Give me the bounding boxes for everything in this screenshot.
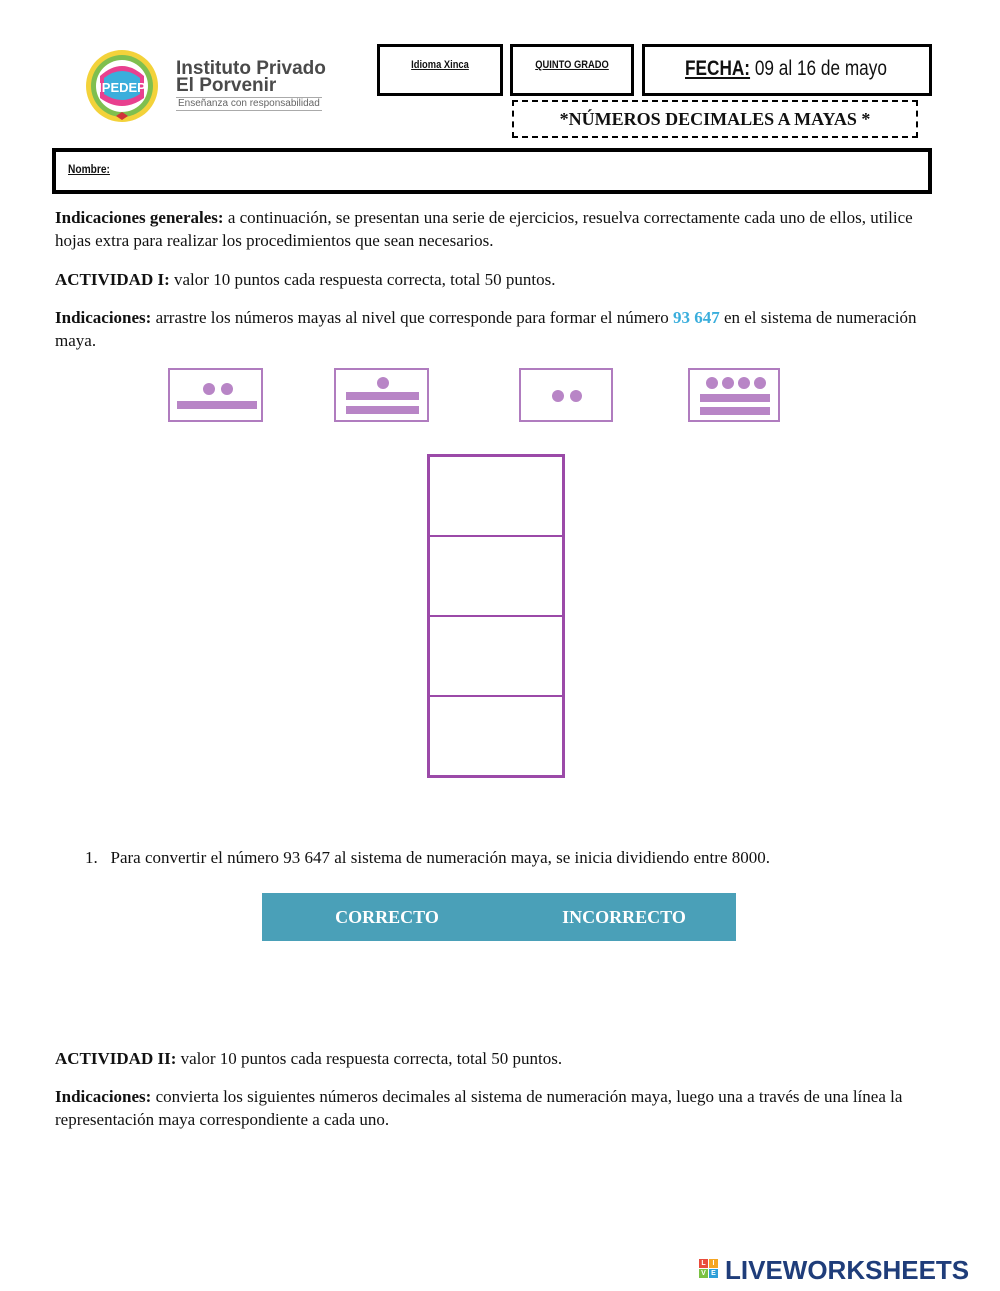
option-correct-button[interactable]: CORRECTO <box>335 907 439 927</box>
liveworksheets-logo <box>697 1255 997 1285</box>
grade-label: QUINTO GRADO <box>535 59 609 71</box>
maya-dot <box>706 377 718 389</box>
maya-bar <box>700 394 770 402</box>
option-incorrect-button[interactable]: INCORRECTO <box>562 907 686 927</box>
maya-level-column <box>427 454 565 778</box>
drop-zone-level-4[interactable] <box>430 457 562 537</box>
activity1-instr-text2: en el sistema de numeración maya. <box>55 308 917 350</box>
target-number: 93 647 <box>672 308 720 327</box>
date-text <box>685 57 887 81</box>
activity2-label: ACTIVIDAD II: <box>55 1049 177 1068</box>
drop-zone-level-1[interactable] <box>430 697 562 775</box>
grade-box <box>510 44 634 96</box>
maya-dot <box>754 377 766 389</box>
subject-label: Idioma Xinca <box>411 59 469 71</box>
name-label: Nombre: <box>68 162 110 176</box>
svg-text:IPEDEP: IPEDEP <box>98 80 146 95</box>
maya-dot <box>221 383 233 395</box>
answer-options <box>262 893 736 941</box>
maya-tile-3[interactable] <box>519 368 613 422</box>
drop-zone-level-2[interactable] <box>430 617 562 697</box>
brand-letter-e: E <box>709 1269 718 1278</box>
maya-dot <box>552 390 564 402</box>
maya-dot <box>377 377 389 389</box>
question-1-number: 1. <box>85 848 98 867</box>
activity1-instructions <box>55 306 950 352</box>
activity2-heading <box>55 1047 950 1070</box>
drop-zone-level-3[interactable] <box>430 537 562 617</box>
maya-dot <box>203 383 215 395</box>
date-value: 09 al 16 de mayo <box>750 57 887 80</box>
school-tagline: Enseñanza con responsabilidad <box>178 98 320 109</box>
brand-letter-l: L <box>699 1259 708 1268</box>
school-name-line1: Instituto Privado <box>176 58 326 79</box>
school-crest-icon <box>72 46 172 126</box>
maya-dot <box>570 390 582 402</box>
activity2-instructions <box>55 1085 950 1131</box>
date-label: FECHA: <box>685 57 751 80</box>
activity1-instr-label: Indicaciones: <box>55 308 152 327</box>
maya-tile-1[interactable] <box>168 368 263 422</box>
activity1-heading <box>55 268 950 291</box>
brand-letter-i: I <box>709 1259 718 1268</box>
maya-bar <box>177 401 257 409</box>
maya-bar <box>346 406 419 414</box>
activity2-instr-label: Indicaciones: <box>55 1087 152 1106</box>
brand-name: LIVEWORKSHEETS <box>725 1255 970 1285</box>
activity2-instr-text: convierta los siguientes números decimales al sistema de numeración maya, luego una a través de una línea la representación maya correspondiente a cada uno. <box>55 1087 903 1129</box>
maya-bar <box>700 407 770 415</box>
brand-letter-v: V <box>699 1269 708 1278</box>
subject-box <box>377 44 503 96</box>
general-instructions-text: a continuación, se presentan una serie de ejercicios, resuelva correctamente cada uno de ellos, utilice hojas extra para realizar los procedimientos que sean necesarios. <box>55 208 913 250</box>
activity2-text: valor 10 puntos cada respuesta correcta, total 50 puntos. <box>176 1049 563 1068</box>
school-name-line2: El Porvenir <box>176 75 277 96</box>
general-instructions-label: Indicaciones generales: <box>55 208 224 227</box>
question-1 <box>85 848 770 868</box>
maya-dot <box>738 377 750 389</box>
date-box <box>642 44 932 96</box>
topic-title: *NÚMEROS DECIMALES A MAYAS * <box>512 100 918 138</box>
maya-tile-2[interactable] <box>334 368 429 422</box>
activity1-text: valor 10 puntos cada respuesta correcta, total 50 puntos. <box>169 270 556 289</box>
general-instructions <box>55 206 950 252</box>
activity1-instr-text1: arrastre los números mayas al nivel que corresponde para formar el número <box>151 308 673 327</box>
maya-bar <box>346 392 419 400</box>
maya-tile-4[interactable] <box>688 368 780 422</box>
name-field[interactable] <box>52 148 932 194</box>
question-1-text: Para convertir el número 93 647 al sistema de numeración maya, se inicia dividiendo entre 8000. <box>110 848 770 867</box>
activity1-label: ACTIVIDAD I: <box>55 270 170 289</box>
maya-dot <box>722 377 734 389</box>
